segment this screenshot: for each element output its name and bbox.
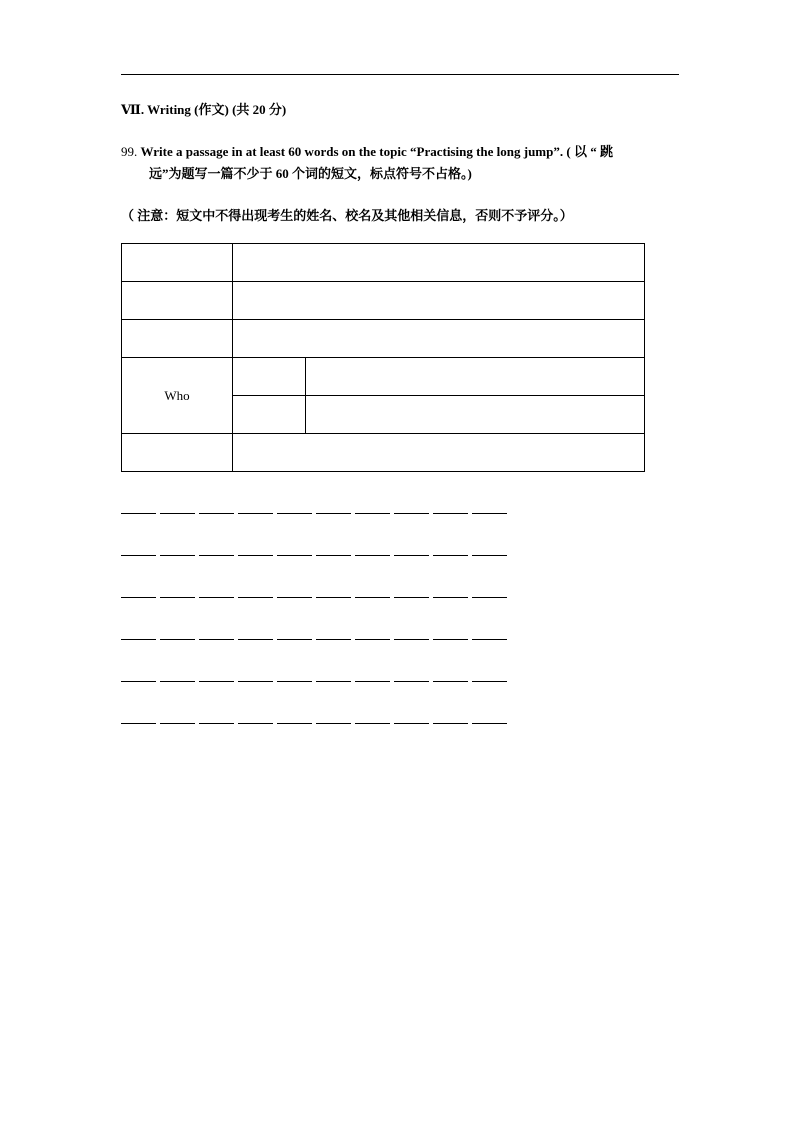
writing-blank[interactable] [238,723,273,724]
writing-blank[interactable] [121,597,156,598]
writing-blank[interactable] [121,513,156,514]
writing-blank[interactable] [238,681,273,682]
writing-lines [121,513,511,765]
writing-blank[interactable] [238,513,273,514]
writing-blank[interactable] [199,597,234,598]
table-cell-sub-label[interactable] [233,396,306,434]
writing-blank[interactable] [121,639,156,640]
writing-blank[interactable] [433,513,468,514]
writing-blank[interactable] [160,513,195,514]
writing-blank[interactable] [316,597,351,598]
writing-blank[interactable] [433,639,468,640]
table-cell-who: Who [122,358,233,434]
writing-blank[interactable] [433,555,468,556]
writing-blank[interactable] [472,681,507,682]
writing-blank[interactable] [433,597,468,598]
writing-blank[interactable] [355,597,390,598]
writing-blank[interactable] [355,555,390,556]
writing-blank[interactable] [316,723,351,724]
writing-blank[interactable] [238,555,273,556]
writing-blank[interactable] [160,597,195,598]
writing-blank[interactable] [277,513,312,514]
writing-blank[interactable] [277,555,312,556]
table-cell-content[interactable] [306,358,645,396]
writing-blank[interactable] [199,723,234,724]
top-rule [121,74,679,75]
table-row [122,244,645,282]
table-cell-sub-label[interactable] [233,358,306,396]
table-row [122,282,645,320]
table-row [122,434,645,472]
table-cell-label[interactable] [122,282,233,320]
writing-blank[interactable] [277,723,312,724]
writing-blank[interactable] [472,639,507,640]
table-cell-content[interactable] [233,434,645,472]
section-title: Ⅶ. Writing (作文) (共 20 分) [121,102,287,117]
writing-blank[interactable] [160,681,195,682]
writing-blank[interactable] [472,513,507,514]
table-row [122,320,645,358]
writing-blank[interactable] [277,597,312,598]
writing-blank[interactable] [472,597,507,598]
writing-blank[interactable] [394,639,429,640]
writing-blank[interactable] [160,639,195,640]
question-prompt [121,141,681,185]
table-cell-label[interactable] [122,244,233,282]
writing-blank[interactable] [277,639,312,640]
writing-blank[interactable] [394,723,429,724]
writing-blank[interactable] [394,681,429,682]
writing-blank[interactable] [121,723,156,724]
writing-blank[interactable] [355,513,390,514]
writing-blank[interactable] [160,723,195,724]
question-text-line1: Write a passage in at least 60 words on the topic “Practising the long jump”. ( 以 “ 跳 [140,144,613,159]
writing-blank[interactable] [472,723,507,724]
writing-line-row [121,513,511,555]
writing-blank[interactable] [199,639,234,640]
writing-blank[interactable] [394,555,429,556]
writing-blank[interactable] [433,723,468,724]
writing-blank[interactable] [160,555,195,556]
writing-line-row [121,597,511,639]
writing-blank[interactable] [316,639,351,640]
writing-blank[interactable] [238,639,273,640]
writing-blank[interactable] [199,681,234,682]
writing-line-row [121,681,511,723]
writing-blank[interactable] [199,555,234,556]
writing-blank[interactable] [121,681,156,682]
writing-blank[interactable] [355,681,390,682]
writing-blank[interactable] [355,723,390,724]
table-cell-label[interactable] [122,320,233,358]
table-cell-content[interactable] [233,282,645,320]
writing-blank[interactable] [277,681,312,682]
writing-blank[interactable] [199,513,234,514]
table-cell-content[interactable] [233,320,645,358]
writing-blank[interactable] [121,555,156,556]
writing-blank[interactable] [238,597,273,598]
table-cell-content[interactable] [233,244,645,282]
table-cell-content[interactable] [306,396,645,434]
writing-blank[interactable] [316,513,351,514]
writing-blank[interactable] [472,555,507,556]
question-text-line2: 远”为题写一篇不少于 60 个词的短文，标点符号不占格。) [149,166,472,181]
writing-blank[interactable] [433,681,468,682]
writing-blank[interactable] [394,513,429,514]
outline-table [121,243,645,472]
writing-blank[interactable] [394,597,429,598]
writing-blank[interactable] [316,681,351,682]
table-cell-label[interactable] [122,434,233,472]
writing-line-row [121,723,511,765]
question-number: 99. [121,144,138,159]
writing-blank[interactable] [316,555,351,556]
writing-line-row [121,555,511,597]
table-row [122,358,645,396]
writing-blank[interactable] [355,639,390,640]
writing-line-row [121,639,511,681]
instruction-note: （ 注意：短文中不得出现考生的姓名、校名及其他相关信息，否则不予评分。） [121,208,573,223]
